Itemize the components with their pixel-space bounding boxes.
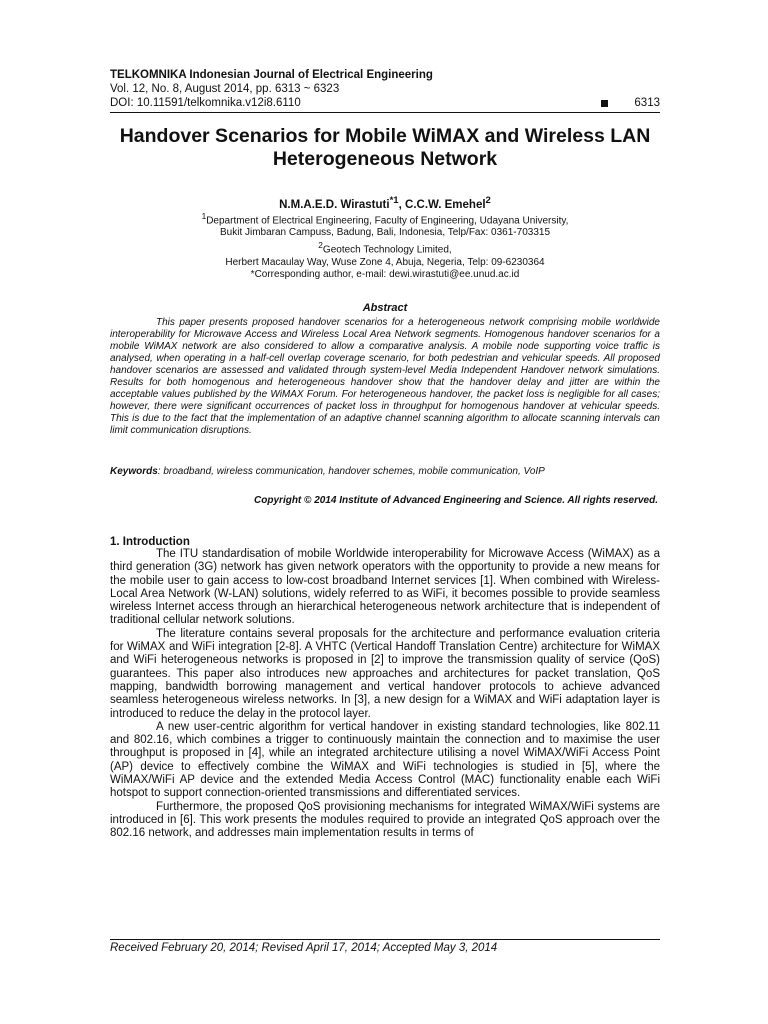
journal-volume: Vol. 12, No. 8, August 2014, pp. 6313 ~ 6323 [110,83,340,95]
introduction-body [110,548,660,841]
header-rule [110,112,660,113]
affiliation-1-text: Department of Electrical Engineering, Faculty of Engineering, Udayana University, [206,215,569,227]
author-line [110,195,660,211]
affiliation-2-line-1 [110,239,660,256]
affiliation-1-line-2: Bukit Jimbaran Campuss, Badung, Bali, Indonesia, Telp/Fax: 0361-703315 [219,227,550,239]
received-dates: Received February 20, 2014; Revised April 17, 2014; Accepted May 3, 2014 [110,942,498,954]
affiliations [110,210,660,281]
keywords-label: Keywords [110,466,158,477]
page-number: 6313 [634,97,660,109]
section-heading-introduction: 1. Introduction [110,536,190,548]
affiliation-1-mark: 1 [201,211,207,221]
footer-rule [110,939,660,940]
author-2: C.C.W. Emehel [405,198,486,211]
paper-title: Handover Scenarios for Mobile WiMAX and Wireless LAN Heterogeneous Network [119,125,651,170]
journal-header [110,68,660,110]
affiliation-2-line-2: Herbert Macaulay Way, Wuse Zone 4, Abuja, Negeria, Telp: 09-6230364 [225,256,545,268]
affiliation-2-text: Geotech Technology Limited, [322,244,452,256]
square-bullet-icon [601,100,608,107]
keywords [110,466,660,478]
affiliation-2-mark: 2 [318,240,323,251]
author-1: N.M.A.E.D. Wirastuti [279,198,390,211]
copyright-notice: Copyright © 2014 Institute of Advanced Engineering and Science. All rights reserved. [254,495,658,506]
page-number-group [601,96,660,110]
author-2-mark: 2 [485,195,491,206]
doi-row [110,96,660,110]
affiliation-1-line-1 [110,210,660,227]
author-separator: , [398,198,406,211]
paragraph: The ITU standardisation of mobile Worldwide interoperability for Microwave Access (WiMAX) as a third generation (3G) network has given network operators with the opportunity to provide a new means for the mobile user to gain access to low-cost broadband Internet services [1]. When combined with Wireless-Local Area Network (W-LAN) solutions, widely referred to as WiFi, it becomes possible to provide seamless wireless Internet access through an hierarchical heterogeneous network architecture that is independent of traditional cellular network solutions. [110,548,660,627]
corresponding-author: *Corresponding author, e-mail: dewi.wirastuti@ee.unud.ac.id [250,268,520,280]
journal-name: TELKOMNIKA Indonesian Journal of Electrical Engineering [110,69,433,81]
paragraph: Furthermore, the proposed QoS provisioning mechanisms for integrated WiMAX/WiFi systems are introduced in [6]. This work presents the modules required to provide an integrated QoS approach over the 802.16 network, and addresses main implementation results in terms of [110,800,660,840]
abstract-heading: Abstract [362,302,408,314]
author-1-mark: *1 [389,195,399,206]
abstract-text: This paper presents proposed handover scenarios for a heterogeneous network comprising mobile worldwide interoperability for Microwave Access and Wireless Local Area Network segments. Homogenous handover scenarios for a mobile WiMAX network are also considered to allow a comparative analysis. A mobile node supporting voice traffic is analysed, when operating in a half-cell overlap coverage scenario, for both pedestrian and vehicular speeds. All proposed handover scenarios are assessed and validated through system-level Media Independent Handover network simulations. Results for both homogenous and heterogeneous handover show that the handover delay and jitter are within the acceptable values published by the WiMAX Forum. For heterogeneous handover, the packet loss is negligible for all cases; however, there were significant occurrences of packet loss in throughput for homogenous handover at vehicular speeds. This is due to the fact that the implementation of an adaptive channel scanning algorithm to allocate scanning intervals can limit communication disruptions. [110,317,660,436]
paragraph: A new user-centric algorithm for vertical handover in existing standard technologies, like 802.11 and 802.16, which combines a trigger to continuously maintain the connection and to maximise the user throughput is proposed in [4], while an integrated architecture utilising a novel WiMAX/WiFi Access Point (AP) device to effectively combine the WiMAX and WiFi technologies is studied in [5], where the WiMAX/WiFi AP device and the extended Media Access Control (MAC) functionality enable each WiFi hotspot to support connection-oriented transmissions and differentiated services. [110,720,660,800]
doi-link[interactable]: DOI: 10.11591/telkomnika.v12i8.6110 [110,97,301,109]
keywords-text: : broadband, wireless communication, handover schemes, mobile communication, VoIP [157,466,545,477]
paragraph: The literature contains several proposals for the architecture and performance evaluation criteria for WiMAX and WiFi integration [2-8]. A VHTC (Vertical Handoff Translation Centre) architecture for WiMAX and WiFi heterogeneous networks is proposed in [2] to improve the transmission quality of service (QoS) guarantees. This paper also introduces new approaches and architectures for packet translation, QoS mapping, bandwidth borrowing management and vertical handover protocols to achieve advanced seamless heterogeneous wireless networks. In [3], a new design for a WiMAX and WiFi adaptation layer is introduced to reduce the delay in the protocol layer. [110,627,660,720]
